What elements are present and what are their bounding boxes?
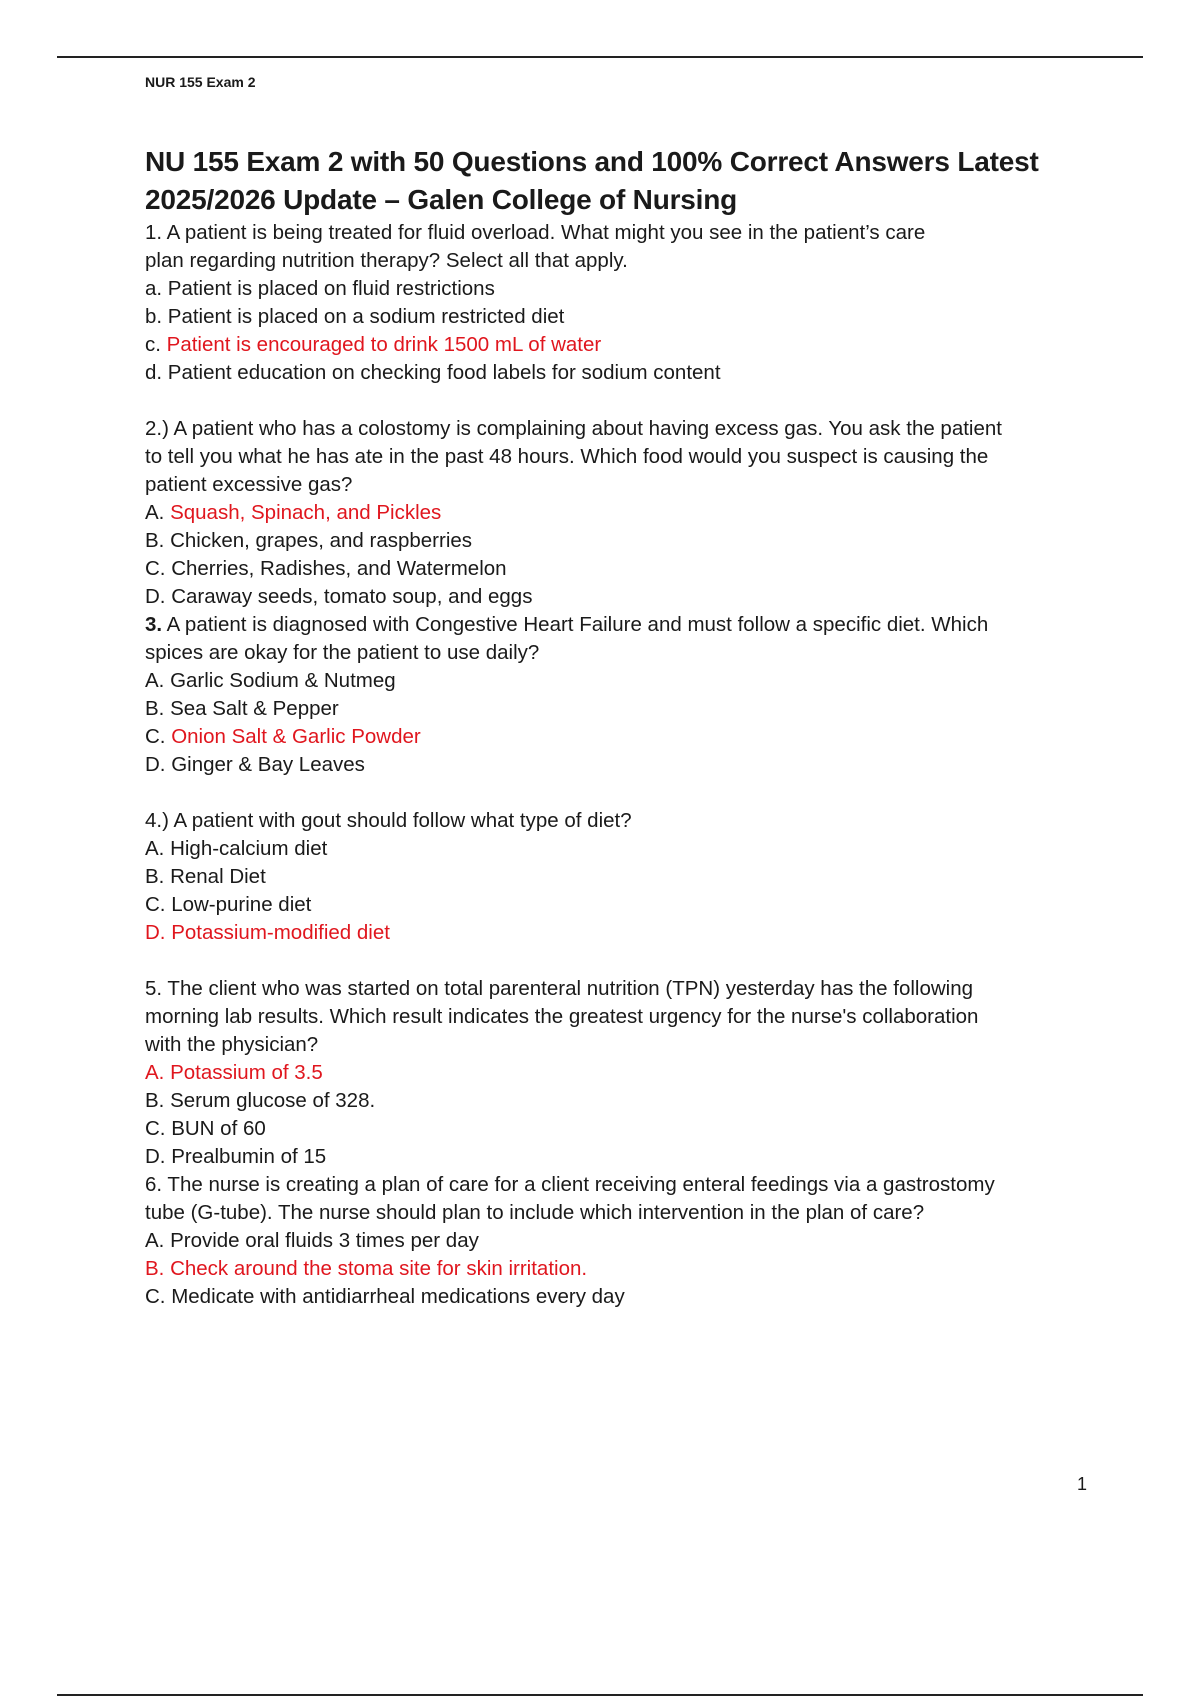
question-5-option-a: A. Potassium of 3.5 [145,1061,323,1084]
header-rule [57,56,1143,58]
question-3-stem-line-1 [145,611,1080,639]
question-2-stem-line-2: to tell you what he has ate in the past 48 hours. Which food would you suspect is causing the [145,445,989,468]
question-3-stem-text: A patient is diagnosed with Congestive Heart Failure and must follow a specific diet. Which [162,613,989,636]
spacer [145,779,1080,807]
question-4-option-a: A. High-calcium diet [145,837,328,860]
question-4-option-c: C. Low-purine diet [145,893,312,916]
question-5-option-c: C. BUN of 60 [145,1117,266,1140]
question-3-number: 3. [145,613,163,636]
question-2-option-c: C. Cherries, Radishes, and Watermelon [145,557,507,580]
correct-answer-highlight: Patient is encouraged to drink 1500 mL of water [166,333,602,356]
question-4 [145,807,1080,947]
title-line-1: NU 155 Exam 2 with 50 Questions and 100% Correct Answers Latest [145,146,1039,177]
document-body [145,143,1080,1311]
correct-answer-highlight: Squash, Spinach, and Pickles [170,501,442,524]
question-5 [145,975,1080,1171]
spacer [145,387,1080,415]
title-line-2: 2025/2026 Update – Galen College of Nursing [145,184,738,215]
question-6-stem-line-2: tube (G-tube). The nurse should plan to include which intervention in the plan of care? [145,1201,925,1224]
document-title [145,143,1080,219]
question-2-option-a [145,499,1080,527]
question-2-stem-line-1: 2.) A patient who has a colostomy is complaining about having excess gas. You ask the patient [145,417,1002,440]
question-1 [145,219,1080,387]
question-1-option-c [145,331,1080,359]
question-5-option-d: D. Prealbumin of 15 [145,1145,327,1168]
question-2-option-b: B. Chicken, grapes, and raspberries [145,529,473,552]
question-4-option-d: D. Potassium-modified diet [145,921,390,944]
question-3-option-a: A. Garlic Sodium & Nutmeg [145,669,396,692]
option-a-prefix: A. [145,501,171,524]
footer-rule [57,1694,1143,1696]
question-5-stem-line-3: with the physician? [145,1033,319,1056]
correct-answer-highlight: Onion Salt & Garlic Powder [171,725,421,748]
question-6-option-b: B. Check around the stoma site for skin irritation. [145,1257,588,1280]
question-1-option-b: b. Patient is placed on a sodium restricted diet [145,305,565,328]
question-1-option-a: a. Patient is placed on fluid restrictions [145,277,495,300]
question-3-option-b: B. Sea Salt & Pepper [145,697,339,720]
question-3-option-d: D. Ginger & Bay Leaves [145,753,365,776]
question-3 [145,611,1080,779]
question-6 [145,1171,1080,1311]
question-1-stem-line-1: 1. A patient is being treated for fluid overload. What might you see in the patient’s care [145,221,926,244]
question-6-option-c: C. Medicate with antidiarrheal medications every day [145,1285,625,1308]
question-5-option-b: B. Serum glucose of 328. [145,1089,376,1112]
question-5-stem-line-1: 5. The client who was started on total parenteral nutrition (TPN) yesterday has the following [145,977,974,1000]
spacer [145,947,1080,975]
question-6-stem-line-1: 6. The nurse is creating a plan of care for a client receiving enteral feedings via a gastrostomy [145,1173,995,1196]
option-c-prefix: c. [145,333,167,356]
question-3-stem-line-2: spices are okay for the patient to use daily? [145,641,540,664]
question-4-option-b: B. Renal Diet [145,865,266,888]
question-6-option-a: A. Provide oral fluids 3 times per day [145,1229,479,1252]
question-4-stem: 4.) A patient with gout should follow what type of diet? [145,809,632,832]
option-c-prefix: C. [145,725,172,748]
question-5-stem-line-2: morning lab results. Which result indicates the greatest urgency for the nurse's collaboration [145,1005,979,1028]
question-2-stem-line-3: patient excessive gas? [145,473,353,496]
running-header: NUR 155 Exam 2 [145,74,256,90]
question-1-stem-line-2: plan regarding nutrition therapy? Select all that apply. [145,249,628,272]
question-1-option-d: d. Patient education on checking food labels for sodium content [145,361,721,384]
page-number: 1 [1076,1474,1087,1494]
question-2 [145,415,1080,611]
question-2-option-d: D. Caraway seeds, tomato soup, and eggs [145,585,533,608]
question-3-option-c [145,723,1080,751]
